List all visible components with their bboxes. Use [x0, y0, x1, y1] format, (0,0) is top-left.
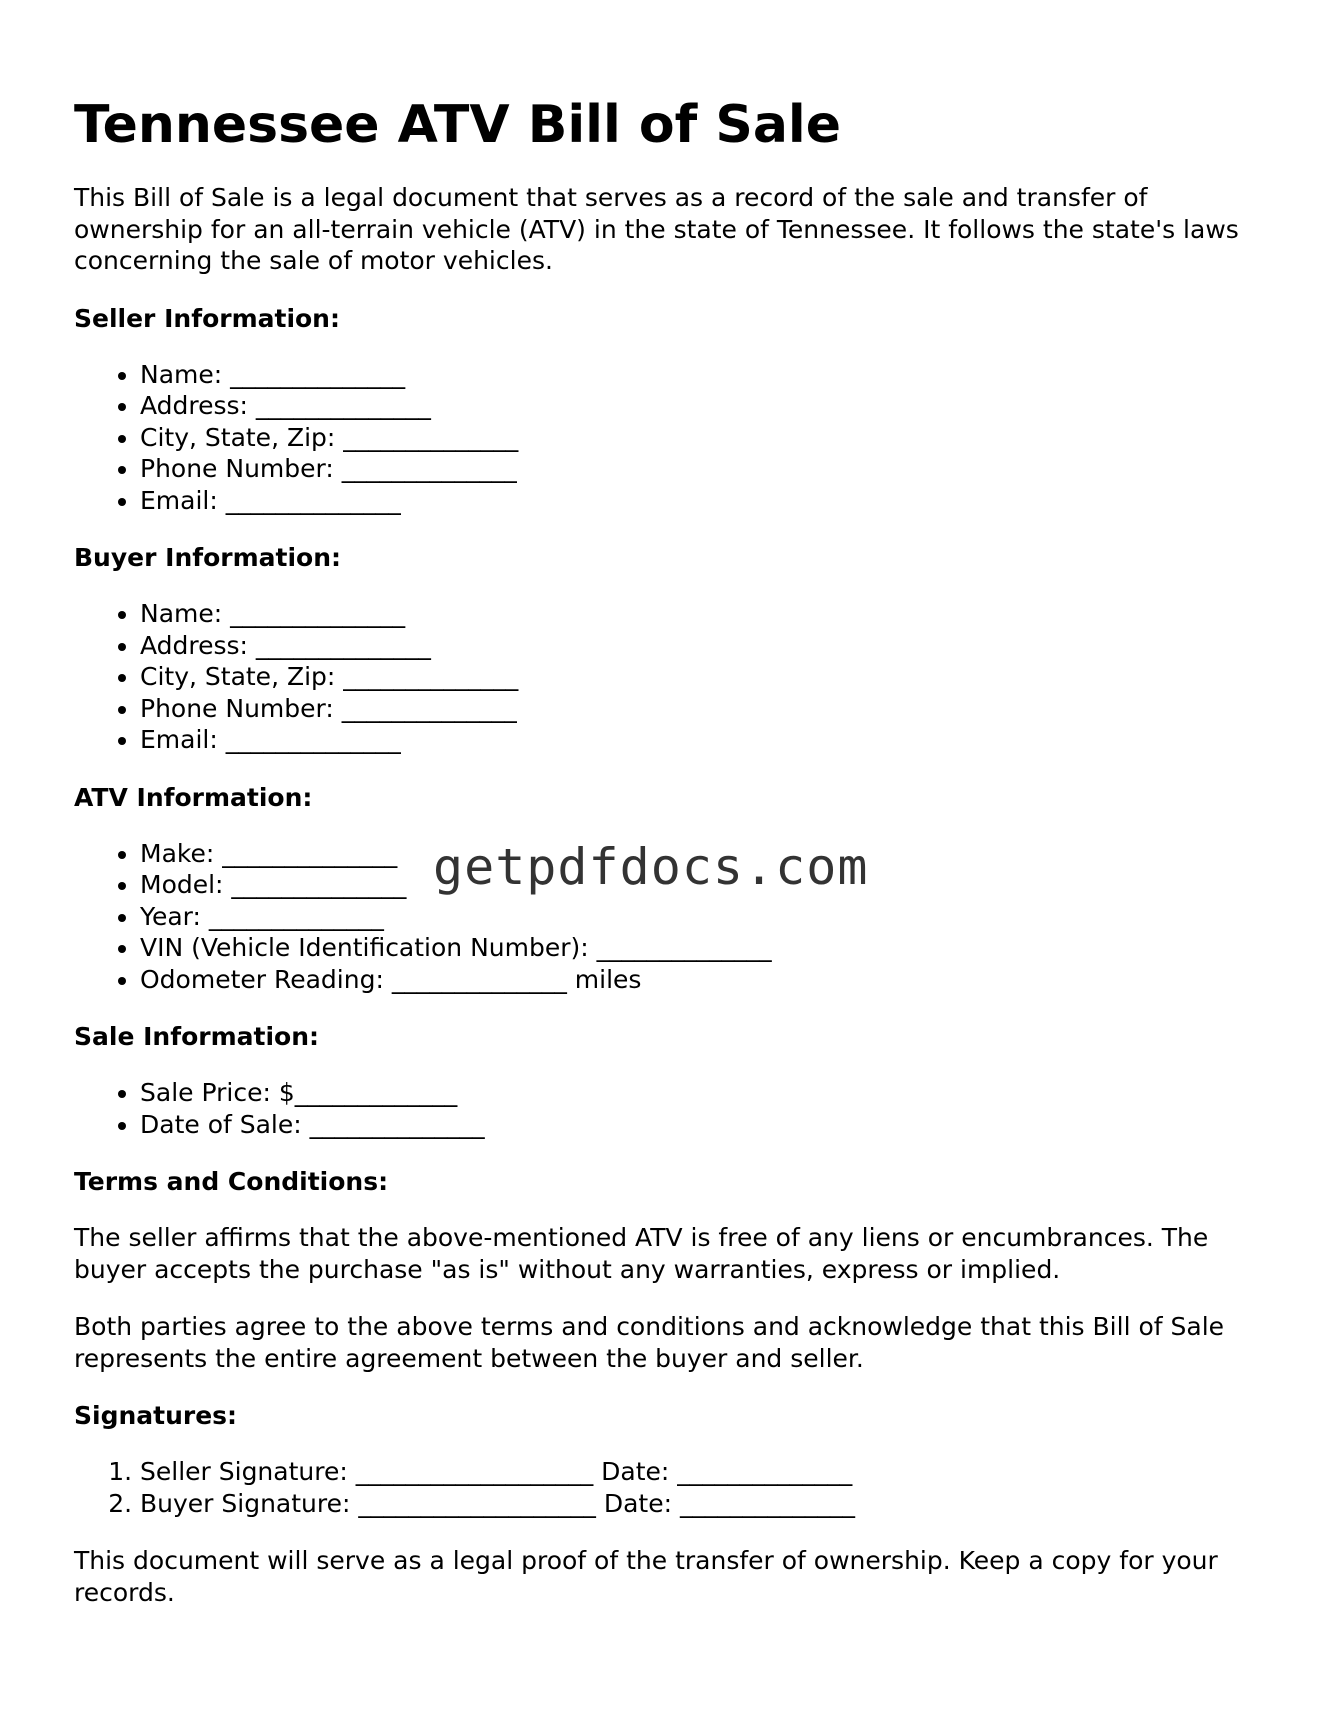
sale-heading: Sale Information:	[74, 1022, 319, 1051]
seller-signature-line: 1. Seller Signature: ___________________ Date: ______________	[140, 1456, 1274, 1488]
seller-heading: Seller Information:	[74, 303, 340, 333]
seller-city-state-zip-field: • City, State, Zip: ______________	[140, 422, 1274, 454]
atv-model-field: • Model: ______________	[140, 869, 1274, 901]
buyer-city-state-zip-field: • City, State, Zip: ______________	[140, 661, 1274, 693]
atv-heading: ATV Information:	[74, 782, 313, 812]
terms-paragraph-2: Both parties agree to the above terms and conditions and acknowledge that this Bill of Sale represents the entire agreement between the buyer and seller.	[74, 1312, 1225, 1373]
buyer-address-field: • Address: ______________	[140, 630, 1274, 662]
seller-name-field: • Name: ______________	[140, 359, 1274, 391]
terms-paragraph-1: The seller affirms that the above-mentioned ATV is free of any liens or encumbrances. The buyer accepts the purchase "as is" without any warranties, express or implied.	[74, 1223, 1209, 1284]
seller-email-field: • Email: ______________	[140, 485, 1274, 517]
atv-make-field: • Make: ______________	[140, 838, 1274, 870]
buyer-phone-field: • Phone Number: ______________	[140, 693, 1274, 725]
sale-date-field: • Date of Sale: ______________	[140, 1109, 1274, 1141]
sale-price-field: • Sale Price: $_____________	[140, 1077, 1274, 1109]
closing-paragraph: This document will serve as a legal proof of the transfer of ownership. Keep a copy for your records.	[74, 1546, 1218, 1607]
atv-odometer-field: • Odometer Reading: ______________ miles	[140, 964, 1274, 996]
seller-list	[74, 359, 1274, 517]
seller-phone-field: • Phone Number: ______________	[140, 453, 1274, 485]
sale-list	[74, 1077, 1274, 1140]
intro-paragraph: This Bill of Sale is a legal document that serves as a record of the sale and transfer of ownership for an all-terrain vehicle (ATV) in the state of Tennessee. It follows the state's laws concerning the sale of motor vehicles.	[74, 183, 1239, 275]
buyer-list	[74, 598, 1274, 756]
terms-heading: Terms and Conditions:	[74, 1167, 389, 1196]
atv-year-field: • Year: ______________	[140, 901, 1274, 933]
document-title: Tennessee ATV Bill of Sale	[74, 95, 841, 155]
buyer-email-field: • Email: ______________	[140, 724, 1274, 756]
seller-address-field: • Address: ______________	[140, 390, 1274, 422]
signatures-list	[74, 1456, 1274, 1519]
signatures-heading: Signatures:	[74, 1401, 238, 1430]
buyer-name-field: • Name: ______________	[140, 598, 1274, 630]
atv-vin-field: • VIN (Vehicle Identification Number): ______________	[140, 932, 1274, 964]
buyer-heading: Buyer Information:	[74, 543, 342, 572]
buyer-signature-line: 2. Buyer Signature: ___________________ Date: ______________	[140, 1488, 1274, 1520]
watermark: getpdfdocs.com	[433, 838, 869, 896]
